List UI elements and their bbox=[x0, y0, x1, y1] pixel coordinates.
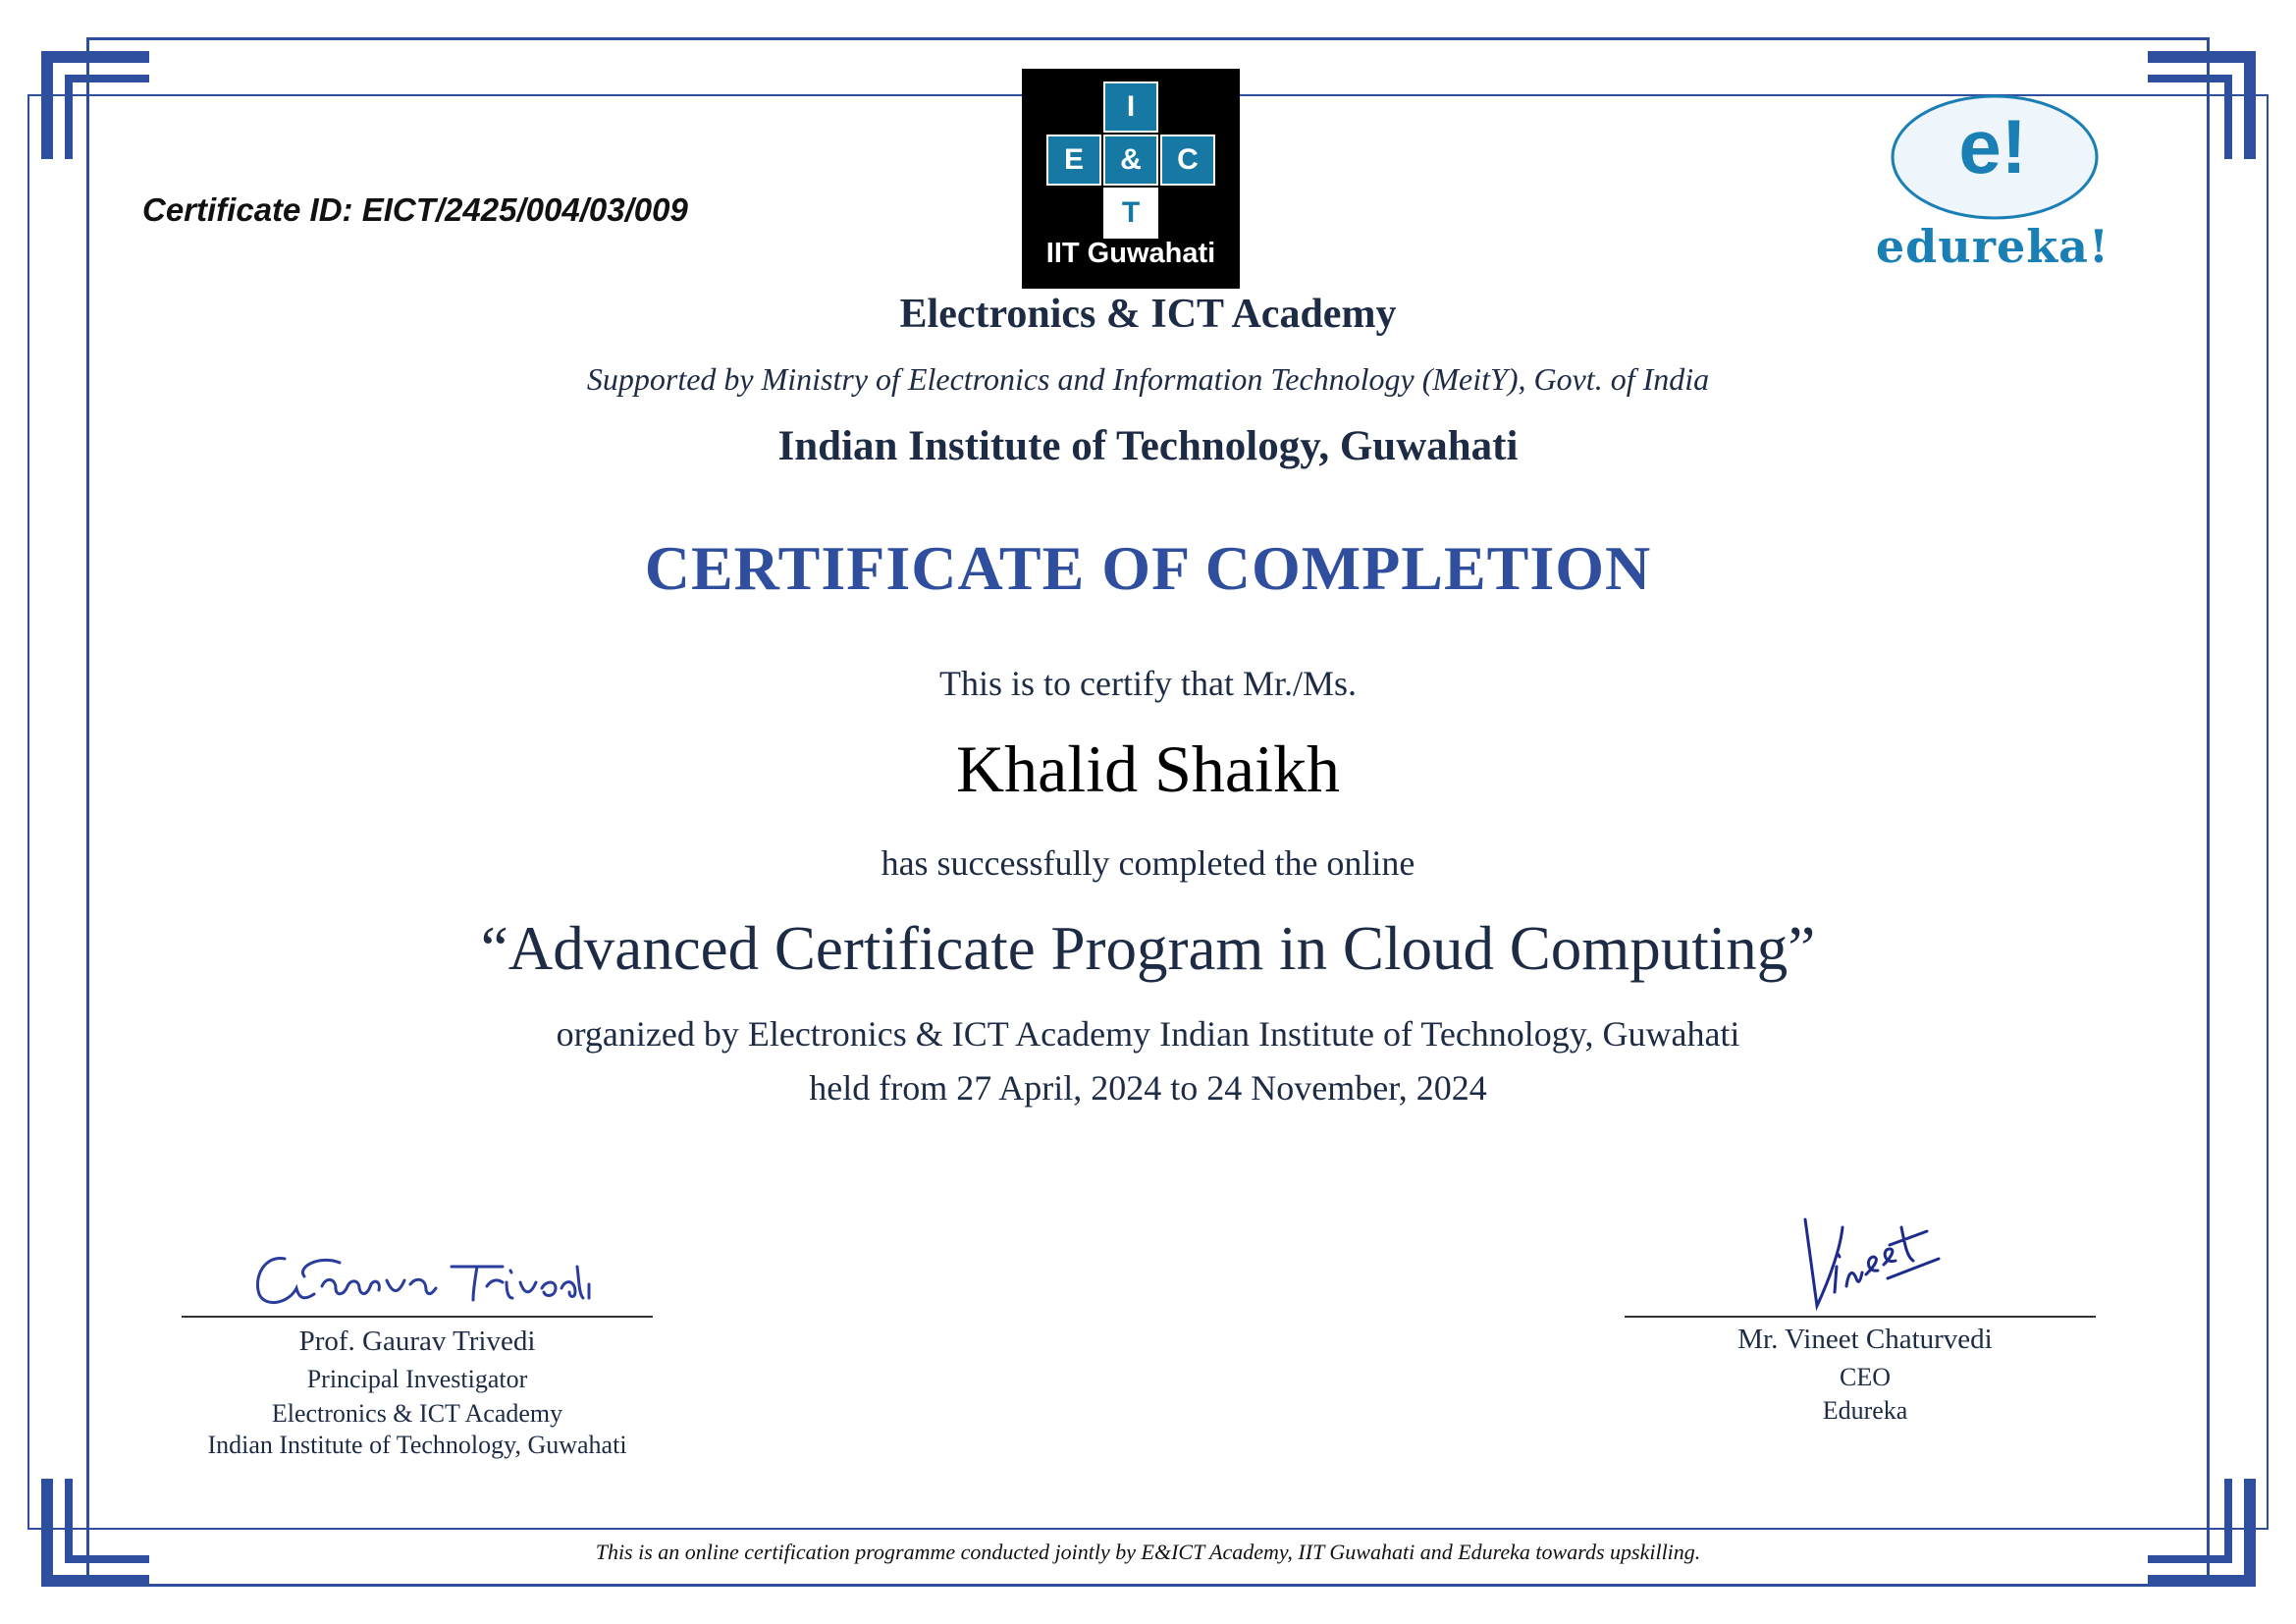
corner-bottom-right-ornament bbox=[2140, 1471, 2258, 1589]
signatory-role-left: Principal Investigator bbox=[306, 1365, 528, 1393]
logo-letter-bottom: T bbox=[1103, 188, 1158, 239]
corner-top-right-ornament bbox=[2140, 49, 2258, 167]
signature-block-right bbox=[1625, 1208, 2106, 1443]
edureka-logo bbox=[1836, 86, 2150, 283]
footer-note: This is an online certification programme conducted jointly by E&ICT Academy, IIT Guwahati and Edureka towards upskilling. bbox=[595, 1540, 1701, 1564]
edureka-mark: e! bbox=[1958, 103, 2027, 189]
certify-text: This is to certify that Mr./Ms. bbox=[939, 664, 1357, 703]
signatory-name-right: Mr. Vineet Chaturvedi bbox=[1737, 1324, 1993, 1355]
held-dates-text: held from 27 April, 2024 to 24 November, 2024 bbox=[809, 1068, 1487, 1108]
logo-caption: IIT Guwahati bbox=[1045, 238, 1216, 269]
recipient-name: Khalid Shaikh bbox=[956, 731, 1340, 806]
edureka-wordmark: edureka! bbox=[1875, 220, 2110, 273]
logo-letter-left: E bbox=[1046, 135, 1101, 186]
eict-iit-guwahati-logo bbox=[1022, 69, 1240, 289]
signatory-name-left: Prof. Gaurav Trivedi bbox=[298, 1326, 536, 1357]
academy-heading: Electronics & ICT Academy bbox=[899, 292, 1397, 337]
logo-letter-top: I bbox=[1103, 81, 1158, 133]
signature-line-left bbox=[182, 1316, 653, 1318]
program-name: “Advanced Certificate Program in Cloud Computing” bbox=[480, 914, 1816, 983]
institute-heading: Indian Institute of Technology, Guwahati bbox=[777, 423, 1519, 469]
signatory-org-left-2: Indian Institute of Technology, Guwahati bbox=[207, 1431, 627, 1459]
logo-letter-center: & bbox=[1103, 135, 1158, 186]
signature-line-right bbox=[1625, 1316, 2096, 1318]
signatory-role-right: CEO bbox=[1840, 1363, 1891, 1391]
corner-bottom-left-ornament bbox=[39, 1471, 157, 1589]
completed-text: has successfully completed the online bbox=[881, 843, 1415, 883]
signatory-org-right: Edureka bbox=[1822, 1396, 1908, 1425]
organized-by-text: organized by Electronics & ICT Academy Indian Institute of Technology, Guwahati bbox=[556, 1014, 1740, 1054]
corner-top-left-ornament bbox=[39, 49, 157, 167]
certificate-id: Certificate ID: EICT/2425/004/03/009 bbox=[142, 191, 688, 228]
supported-by-line: Supported by Ministry of Electronics and Information Technology (MeitY), Govt. of India bbox=[586, 361, 1710, 397]
handwritten-signature-right bbox=[1791, 1208, 1949, 1316]
signatory-org-left-1: Electronics & ICT Academy bbox=[271, 1399, 563, 1428]
certificate-title: CERTIFICATE OF COMPLETION bbox=[644, 533, 1652, 603]
signature-block-left bbox=[177, 1237, 658, 1473]
handwritten-signature-left bbox=[245, 1237, 599, 1316]
logo-letter-right: C bbox=[1160, 135, 1215, 186]
